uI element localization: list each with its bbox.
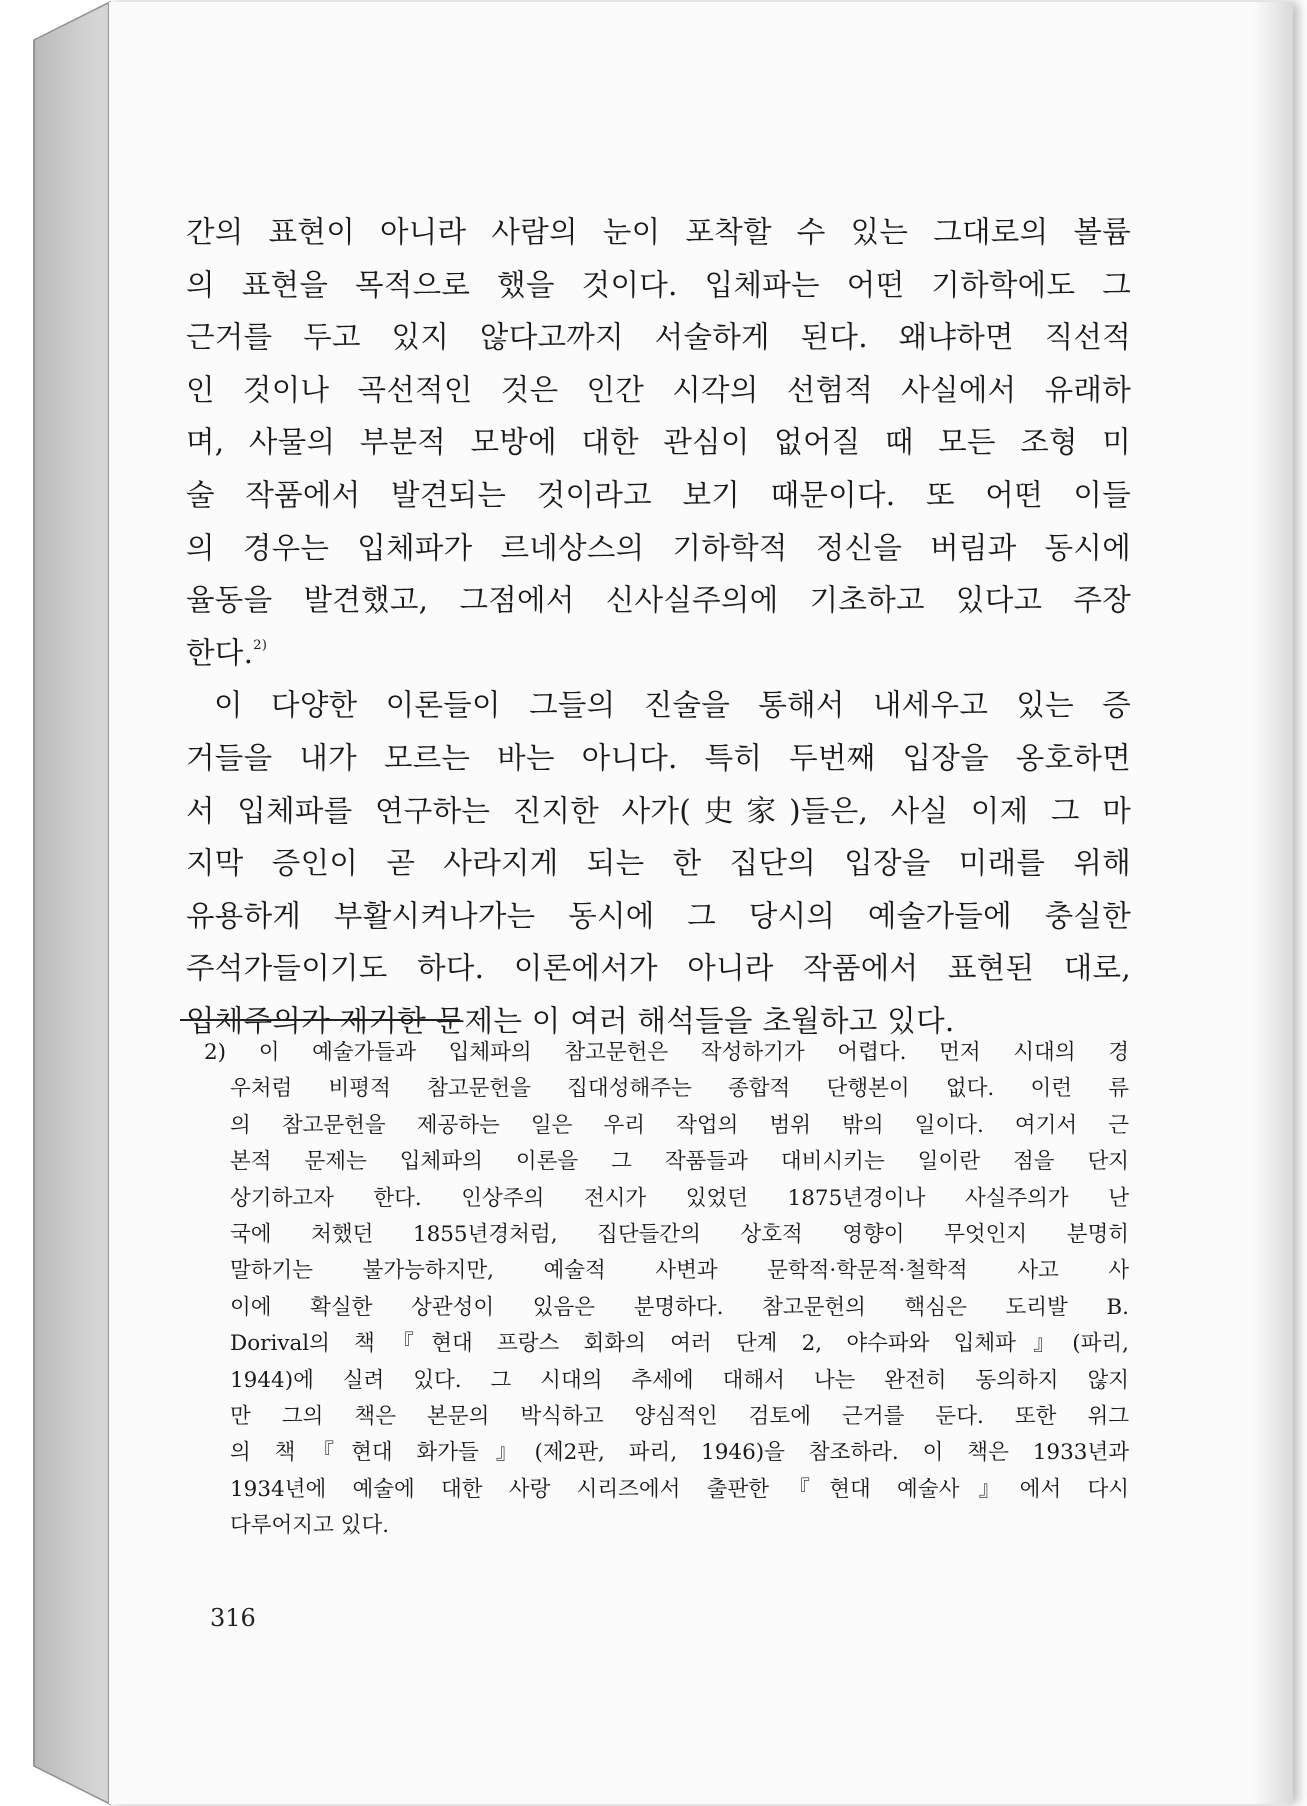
text-line: 며, 사물의 부분적 모방에 대한 관심이 없어질 때 모든 조형 미 — [186, 425, 1131, 460]
text-line: 지막 증인이 곧 사라지게 되는 한 집단의 입장을 미래를 위해 — [186, 846, 1131, 881]
footnote-line: 의 참고문헌을 제공하는 일은 우리 작업의 범위 밖의 일이다. 여기서 근 — [230, 1112, 1129, 1138]
page-number: 316 — [210, 1604, 256, 1632]
text-line: 유용하게 부활시켜나가는 동시에 그 당시의 예술가들에 충실한 — [186, 898, 1131, 933]
text-line: 술 작품에서 발견되는 것이라고 보기 때문이다. 또 어떤 이들 — [186, 477, 1131, 512]
footnote-divider — [180, 1019, 460, 1021]
footnote-line: 국에 처했던 1855년경처럼, 집단들간의 상호적 영향이 무엇인지 분명히 — [230, 1221, 1129, 1247]
footnote-line: 상기하고자 한다. 인상주의 전시가 있었던 1875년경이나 사실주의가 난 — [230, 1185, 1129, 1211]
footnote — [204, 1035, 1129, 1544]
text-line: 간의 표현이 아니라 사람의 눈이 포착할 수 있는 그대로의 볼륨 — [186, 215, 1131, 249]
footnote-line: 의 책『현대 화가들』(제2판, 파리, 1946)을 참조하라. 이 책은 1933년과 — [230, 1440, 1129, 1466]
footnote-line: 다루어지고 있다. — [230, 1513, 390, 1539]
text-line: 율동을 발견했고, 그점에서 신사실주의에 기초하고 있다고 주장 — [186, 583, 1131, 618]
text-line: 이 다양한 이론들이 그들의 진술을 통해서 내세우고 있는 증 — [214, 688, 1131, 723]
text-line: 의 표현을 목적으로 했을 것이다. 입체파는 어떤 기하학에도 그 — [186, 267, 1131, 302]
text-line: 의 경우는 입체파가 르네상스의 기하학적 정신을 버림과 동시에 — [186, 530, 1131, 565]
text-line-end: 한다. — [186, 635, 254, 670]
footnote-line: Dorival의 책『현대 프랑스 회화의 여러 단계 2, 야수파와 입체파』(파리, — [230, 1331, 1129, 1357]
footnote-line: 2) 이 예술가들과 입체파의 참고문헌은 작성하기가 어렵다. 먼저 시대의 경 — [204, 1040, 1129, 1065]
footnote-line: 본적 문제는 입체파의 이론을 그 작품들과 대비시키는 일이란 점을 단지 — [230, 1149, 1129, 1175]
text-line — [186, 627, 1131, 680]
text-line: 인 것이나 곡선적인 것은 인간 시각의 선험적 사실에서 유래하 — [186, 372, 1131, 407]
text-line: 주석가들이기도 하다. 이론에서가 아니라 작품에서 표현된 대로, — [186, 951, 1131, 986]
footnote-line: 1934년에 예술에 대한 사랑 시리즈에서 출판한『현대 예술사』에서 다시 — [230, 1476, 1129, 1502]
footnote-line: 말하기는 불가능하지만, 예술적 사변과 문학적·학문적·철학적 사고 사 — [230, 1258, 1129, 1284]
text-line: 근거를 두고 있지 않다고까지 서술하게 된다. 왜냐하면 직선적 — [186, 320, 1131, 355]
page-edge-shadow — [1253, 2, 1293, 1804]
footnote-line: 이에 확실한 상관성이 있음은 분명하다. 참고문헌의 핵심은 도리발 B. — [230, 1294, 1129, 1320]
footnote-line: 우처럼 비평적 참고문헌을 집대성해주는 종합적 단행본이 없다. 이런 류 — [230, 1076, 1129, 1102]
footnote-line: 1944)에 실려 있다. 그 시대의 추세에 대해서 나는 완전히 동의하지 않지 — [230, 1367, 1129, 1393]
text-line: 입체주의가 제기한 문제는 이 여러 해석들을 초월하고 있다. — [186, 1003, 955, 1038]
main-text — [186, 206, 1131, 1048]
text-line: 서 입체파를 연구하는 진지한 사가(史家)들은, 사실 이제 그 마 — [186, 793, 1131, 828]
text-line: 거들을 내가 모르는 바는 아니다. 특히 두번째 입장을 옹호하면 — [186, 740, 1131, 775]
footnote-reference: 2) — [253, 637, 268, 653]
footnote-line: 만 그의 책은 본문의 박식하고 양심적인 검토에 근거를 둔다. 또한 위그 — [230, 1403, 1129, 1429]
